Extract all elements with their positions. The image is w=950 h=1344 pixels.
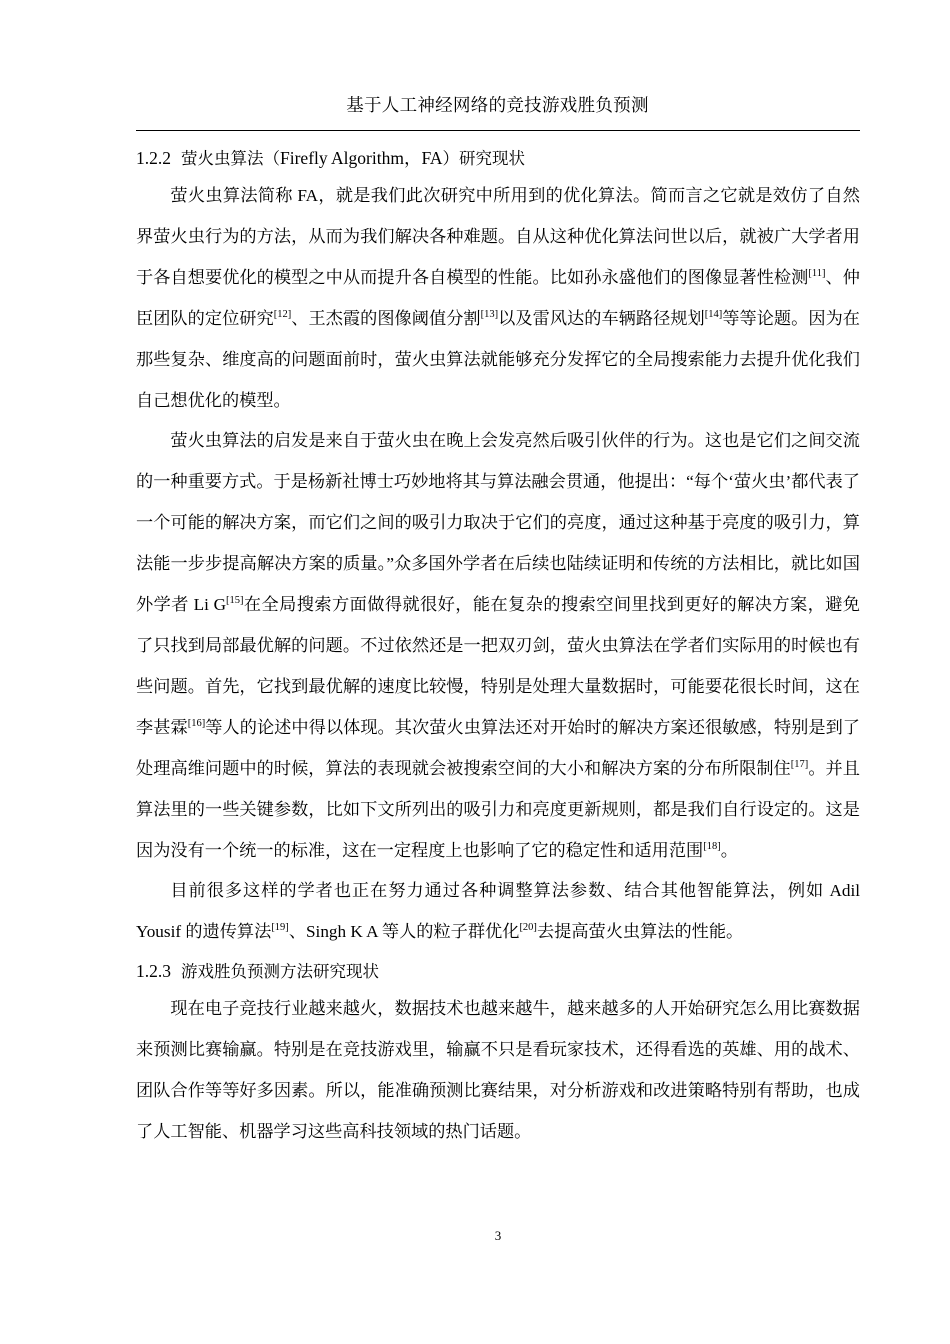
running-header: 基于人工神经网络的竞技游戏胜负预测: [346, 95, 649, 115]
paragraph-text: 。: [720, 840, 738, 860]
section-heading-1-2-2: [136, 140, 860, 176]
citation-12: [12]: [273, 308, 292, 320]
citation-19: [19]: [271, 922, 289, 934]
paragraph-text: 在全局搜索方面做得就很好，能在复杂的搜索空间里找到更好的解决方案，避免了只找到局部最优解的问题。不过依然还是一把双刃剑，萤火虫算法在学者们实际用的时候也有些问题。首先，它找到最优解的速度比较慢，特别是处理大量数据时，可能要花很长时间，这在李甚霖: [136, 595, 860, 737]
paragraph-text: 萤火虫算法的启发是来自于萤火虫在晚上会发亮然后吸引伙伴的行为。这也是它们之间交流的一种重要方式。于是杨新社博士巧妙地将其与算法融会贯通，他提出：“每个‘萤火虫’都代表了一个可能的解决方案，而它们之间的吸引力取决于它们的亮度，通过这种基于亮度的吸引力，算法能一步步提高解决方案的质量。”众多国外学者在后续也陆续证明和传统的方法相比，就比如国外学者 Li G: [136, 431, 860, 615]
paragraph-text: 、仲臣团队的定位研究: [136, 267, 860, 328]
paragraph-text: 目前很多这样的学者也正在努力通过各种调整算法参数、结合其他智能算法，例如 Adil Yousif 的遗传算法: [136, 881, 860, 942]
section-number: 1.2.3: [136, 961, 171, 982]
citation-16: [16]: [187, 717, 206, 729]
citation-20: [20]: [519, 922, 537, 934]
paragraph-text: 去提高萤火虫算法的性能。: [536, 922, 744, 942]
paragraph-fa-inspiration: [136, 421, 860, 871]
paragraph-text: 等等论题。因为在那些复杂、维度高的问题面前时，萤火虫算法就能够充分发挥它的全局搜索能力去提升优化我们自己想优化的模型。: [136, 308, 860, 410]
citation-14: [14]: [704, 308, 723, 320]
section-number: 1.2.2: [136, 148, 171, 168]
section-title-tail: ）研究现状: [442, 149, 526, 168]
paragraph-text: 萤火虫算法简称 FA，就是我们此次研究中所用到的优化算法。简而言之它就是效仿了自然界萤火虫行为的方法，从而为我们解决各种难题。自从这种优化算法问世以后，就被广大学者用于各自想要优化的模型之中从而提升各自模型的性能。比如孙永盛他们的图像显著性检测: [136, 186, 860, 287]
paragraph-text: 。并且算法里的一些关键参数，比如下文所列出的吸引力和亮度更新规则，都是我们自行设定的。这是因为没有一个统一的标准，这在一定程度上也影响了它的稳定性和适用范围: [136, 758, 860, 860]
paragraph-text: 等人的论述中得以体现。其次萤火虫算法还对开始时的解决方案还很敏感，特别是到了处理高维问题中的时候，算法的表现就会被搜索空间的大小和解决方案的分布所限制住: [136, 717, 860, 778]
paragraph-fa-intro: [136, 176, 860, 421]
page-body: [136, 140, 860, 1153]
header-rule: [136, 130, 860, 131]
citation-17: [17]: [790, 758, 809, 770]
section-title-en: Firefly Algorithm，FA: [280, 148, 443, 168]
section-heading-1-2-3: [136, 953, 860, 989]
section-title-cn: 萤火虫算法（: [181, 149, 280, 168]
citation-15: [15]: [225, 595, 244, 607]
paragraph-text: 、Singh K A 等人的粒子群优化: [288, 922, 520, 942]
citation-13: [13]: [480, 308, 499, 320]
section-title: 游戏胜负预测方法研究现状: [181, 962, 379, 982]
paragraph-game-prediction: 现在电子竞技行业越来越火，数据技术也越来越牛，越来越多的人开始研究怎么用比赛数据来预测比赛输赢。特别是在竞技游戏里，输赢不只是看玩家技术，还得看选的英雄、用的战术、团队合作等等好多因素。所以，能准确预测比赛结果，对分析游戏和改进策略特别有帮助，也成了人工智能、机器学习这些高科技领域的热门话题。: [136, 999, 860, 1141]
paragraph-text: 以及雷风达的车辆路径规划: [498, 308, 705, 328]
paragraph-fa-improvements: [136, 871, 860, 953]
citation-18: [18]: [703, 840, 721, 852]
paragraph-text: 、王杰霞的图像阈值分割: [291, 308, 481, 328]
page-number: 3: [494, 1228, 502, 1243]
citation-11: [11]: [808, 267, 826, 279]
